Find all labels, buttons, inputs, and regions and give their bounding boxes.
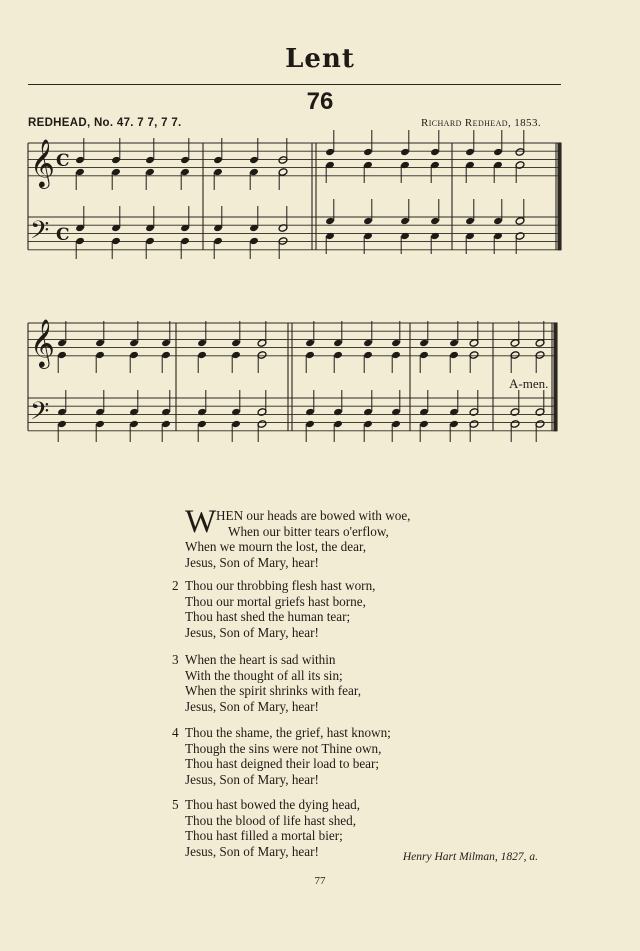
verse-line: Thou the shame, the grief, hast known; [185,725,391,740]
verse-line: Though the sins were not Thine own, [185,740,382,756]
verse-line: Jesus, Son of Mary, hear! [185,698,319,714]
verse-line: With the thought of all its sin; [185,667,343,683]
hymn-number: 76 [306,88,334,115]
verse-line: Jesus, Son of Mary, hear! [185,624,319,640]
stanza-number: 5 [172,797,179,812]
amen-label: A-men. [509,376,549,391]
tune-name-meter: REDHEAD, No. 47. 7 7, 7 7. [28,117,182,129]
final-barline [554,323,557,431]
verse-line: Thou hast shed the human tear; [185,609,351,624]
barlines [28,143,561,431]
verse-line: When we mourn the lost, the dear, [185,539,367,554]
stanza-number: 3 [172,652,179,667]
section-title: Lent [285,44,355,74]
verse-line: Thou hast bowed the dying head, [185,797,361,812]
note-heads [57,130,545,442]
stanza-number: 2 [172,578,179,593]
text-author: Henry Hart Milman, 1827, a. [402,851,538,863]
verse-line: When the heart is sad within [185,652,336,667]
treble-clef: 𝄞 [30,138,55,187]
verse-line: HEN our heads are bowed with woe, [216,508,411,523]
drop-cap: W [185,504,217,540]
verse-line: Thou our throbbing flesh hast worn, [185,578,376,593]
stanza-4 [172,725,472,787]
time-signature: C [56,225,70,245]
final-barline [558,143,561,250]
verse-line: Thou the blood of life hast shed, [185,812,357,828]
stanza-2 [172,578,472,640]
clefs [30,138,70,432]
verse-line: When our bitter tears o'erflow, [228,523,389,539]
verse-line: Jesus, Son of Mary, hear! [185,771,319,787]
staff-lines [28,143,560,431]
verse-line: Jesus, Son of Mary, hear! [185,843,319,859]
stanza-number: 4 [172,725,179,740]
verse-line: Thou hast filled a mortal bier; [185,828,343,843]
verse-line: When the spirit shrinks with fear, [185,683,361,698]
stanza-3 [172,652,472,714]
composer-credit: Richard Redhead, 1853. [420,117,541,129]
stanza-5 [172,797,472,859]
verse-line: Thou hast deigned their load to bear; [185,756,380,771]
time-signature: C [56,151,70,171]
bass-clef: 𝄢 [30,216,50,251]
stanza-1 [172,504,472,570]
treble-clef: 𝄞 [30,318,55,367]
bass-clef: 𝄢 [30,397,50,432]
page-number: 77 [314,875,326,887]
verse-line: Jesus, Son of Mary, hear! [185,554,319,570]
verse-line: Thou our mortal griefs hast borne, [185,593,366,609]
